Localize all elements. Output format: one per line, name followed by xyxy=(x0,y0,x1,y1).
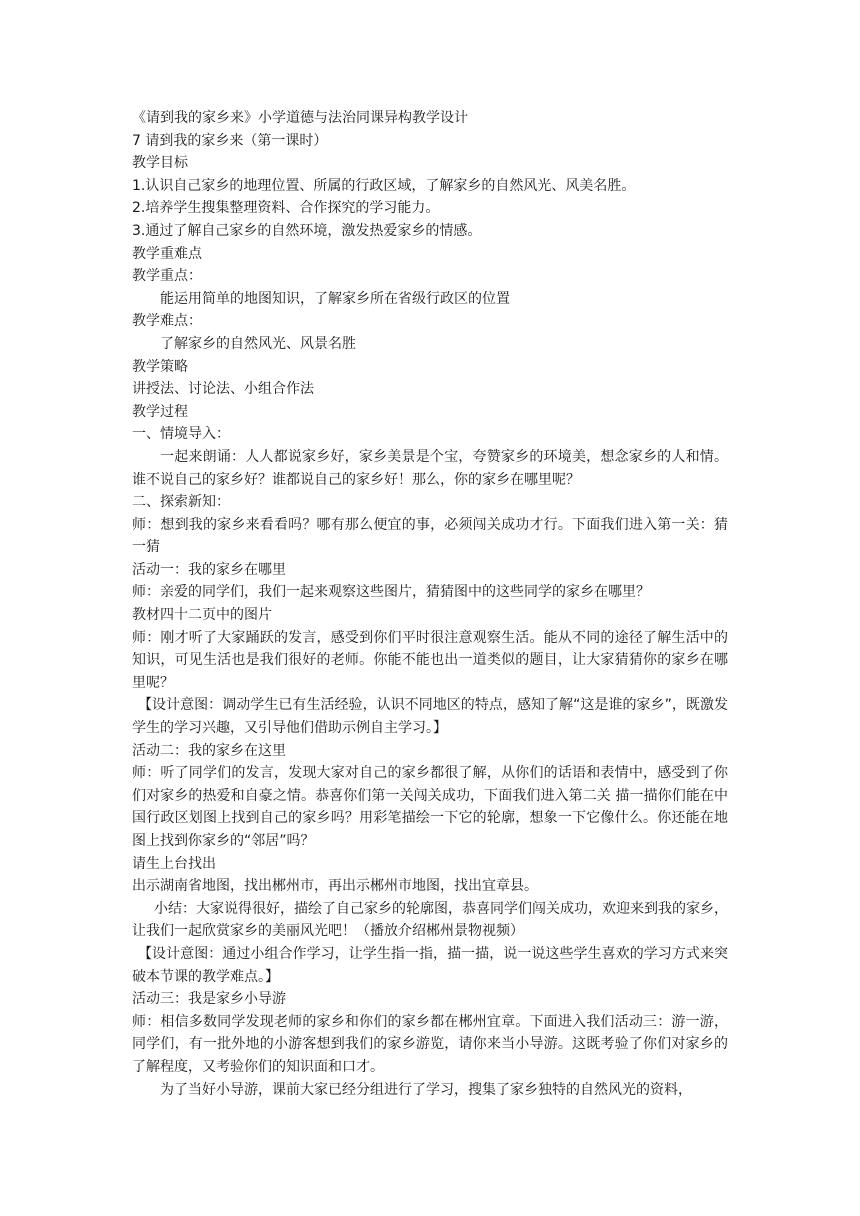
document-body xyxy=(132,107,728,1101)
section2-heading: 二、探索新知： xyxy=(132,494,230,511)
activity2-summary: 小结：大家说得很好，描绘了自己家乡的轮廓图，恭喜同学们闯关成功，欢迎来到我的家乡，让我们一起欣赏家乡的美丽风光吧！（播放介绍郴州景物视频） xyxy=(132,900,728,940)
strategy-text: 讲授法、讨论法、小组合作法 xyxy=(132,381,314,398)
difficulty-text: 了解家乡的自然风光、风景名胜 xyxy=(160,335,356,352)
goal-item: 3.通过了解自己家乡的自然环境，激发热爱家乡的情感。 xyxy=(132,222,482,239)
difficulty-label: 教学难点： xyxy=(132,313,202,330)
activity3-heading: 活动三：我是家乡小导游 xyxy=(132,991,286,1008)
section1-text: 一起来朗诵：人人都说家乡好，家乡美景是个宝，夸赞家乡的环境美，想念家乡的人和情。谁不说自己的家乡好？谁都说自己的家乡好！那么，你的家乡在哪里呢？ xyxy=(132,448,728,488)
activity3-teacher: 师：相信多数同学发现老师的家乡和你们的家乡都在郴州宜章。下面进入我们活动三：游一游，同学们，有一批外地的小游客想到我们的家乡游览，请你来当小导游。这既考验了你们对家乡的了解程度，又考验你们的知识面和口才。 xyxy=(132,1013,728,1075)
activity2-heading: 活动二：我的家乡在这里 xyxy=(132,742,286,759)
goals-heading: 教学目标 xyxy=(132,155,188,172)
strategy-heading: 教学策略 xyxy=(132,358,188,375)
design-note: 【设计意图：调动学生已有生活经验，认识不同地区的特点，感知了解“这是谁的家乡”，既激发学生的学习兴趣，又引导他们借助示例自主学习。】 xyxy=(132,697,728,737)
activity1-heading: 活动一：我的家乡在哪里 xyxy=(132,561,286,578)
goal-item: 1.认识自己家乡的地理位置、所属的行政区域，了解家乡的自然风光、风美名胜。 xyxy=(132,177,636,194)
design-note: 【设计意图：通过小组合作学习，让学生指一指，描一描，说一说这些学生喜欢的学习方式来突破本节课的教学难点。】 xyxy=(132,945,728,985)
activity2-teacher: 师：听了同学们的发言，发现大家对自己的家乡都很了解，从你们的话语和表情中，感受到了你们对家乡的热爱和自豪之情。恭喜你们第一关闯关成功，下面我们进入第二关 描一描你们能在中国行政区划图上找到自己的家乡吗？用彩笔描绘一下它的轮廓，想象一下它像什么。你还能在地图上找到你家乡的“邻居”吗？ xyxy=(132,765,728,849)
lesson-title: 7 请到我的家乡来（第一课时） xyxy=(132,132,328,149)
activity3-prep: 为了当好小导游，课前大家已经分组进行了学习，搜集了家乡独特的自然风光的资料， xyxy=(160,1081,692,1098)
process-heading: 教学过程 xyxy=(132,403,188,420)
activity2-map: 出示湖南省地图，找出郴州市，再出示郴州市地图，找出宜章县。 xyxy=(132,878,538,895)
focus-text: 能运用简单的地图知识，了解家乡所在省级行政区的位置 xyxy=(160,290,510,307)
activity1-material: 教材四十二页中的图片 xyxy=(132,607,272,624)
section1-heading: 一、情境导入： xyxy=(132,426,230,443)
key-points-heading: 教学重难点 xyxy=(132,245,202,262)
focus-label: 教学重点： xyxy=(132,268,202,285)
activity1-teacher: 师：亲爱的同学们，我们一起来观察这些图片，猜猜图中的这些同学的家乡在哪里？ xyxy=(132,584,650,601)
activity2-student: 请生上台找出 xyxy=(132,855,216,872)
activity1-followup: 师：刚才听了大家踊跃的发言，感受到你们平时很注意观察生活。能从不同的途径了解生活中的知识，可见生活也是我们很好的老师。你能不能也出一道类似的题目，让大家猜猜你的家乡在哪里呢？ xyxy=(132,629,728,691)
section2-intro: 师：想到我的家乡来看看吗？哪有那么便宜的事，必须闯关成功才行。下面我们进入第一关：猜一猜 xyxy=(132,516,728,556)
document-title: 《请到我的家乡来》小学道德与法治同课异构教学设计 xyxy=(132,110,468,126)
goal-item: 2.培养学生搜集整理资料、合作探究的学习能力。 xyxy=(132,200,440,217)
